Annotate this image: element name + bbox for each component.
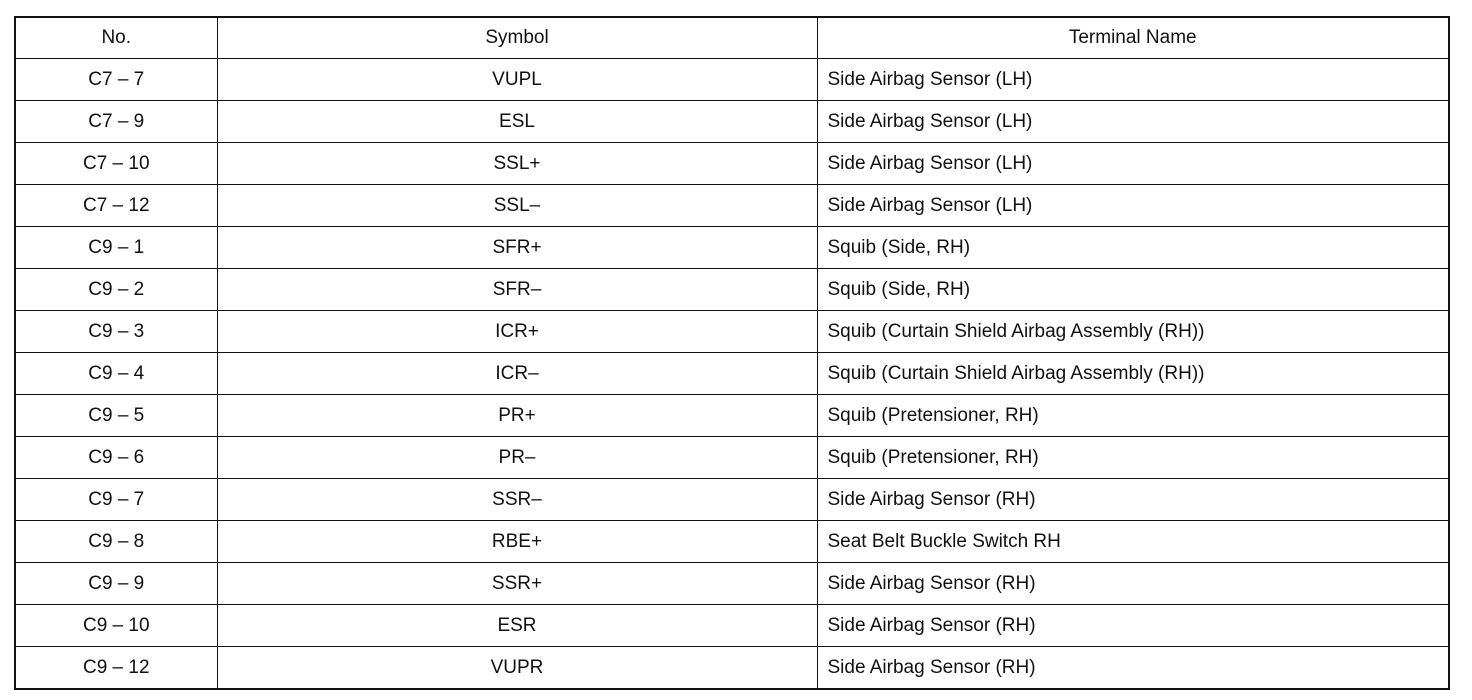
cell-symbol: PR– (217, 437, 817, 479)
table-row (15, 101, 1449, 143)
cell-no: C9 – 5 (15, 395, 217, 437)
table-row (15, 437, 1449, 479)
cell-symbol: SSL+ (217, 143, 817, 185)
cell-no: C9 – 3 (15, 311, 217, 353)
cell-no: C9 – 8 (15, 521, 217, 563)
header-terminal-name: Terminal Name (817, 17, 1449, 59)
cell-terminal-name: Squib (Side, RH) (817, 269, 1449, 311)
cell-no: C9 – 7 (15, 479, 217, 521)
cell-no: C9 – 2 (15, 269, 217, 311)
table-row (15, 521, 1449, 563)
table-row (15, 269, 1449, 311)
table-row (15, 59, 1449, 101)
table-body (15, 59, 1449, 690)
cell-symbol: VUPL (217, 59, 817, 101)
table-row (15, 353, 1449, 395)
cell-terminal-name: Side Airbag Sensor (LH) (817, 185, 1449, 227)
cell-no: C9 – 1 (15, 227, 217, 269)
cell-terminal-name: Squib (Curtain Shield Airbag Assembly (RH)) (817, 311, 1449, 353)
cell-symbol: ESR (217, 605, 817, 647)
terminal-table (14, 16, 1450, 690)
table-row (15, 563, 1449, 605)
cell-symbol: SFR+ (217, 227, 817, 269)
table-header (15, 17, 1449, 59)
cell-terminal-name: Side Airbag Sensor (LH) (817, 59, 1449, 101)
table-row (15, 647, 1449, 690)
cell-terminal-name: Squib (Pretensioner, RH) (817, 437, 1449, 479)
cell-terminal-name: Side Airbag Sensor (RH) (817, 563, 1449, 605)
header-no: No. (15, 17, 217, 59)
cell-no: C9 – 10 (15, 605, 217, 647)
cell-symbol: SSR– (217, 479, 817, 521)
cell-terminal-name: Squib (Curtain Shield Airbag Assembly (RH)) (817, 353, 1449, 395)
cell-symbol: SSR+ (217, 563, 817, 605)
table-row (15, 395, 1449, 437)
cell-terminal-name: Seat Belt Buckle Switch RH (817, 521, 1449, 563)
cell-no: C7 – 9 (15, 101, 217, 143)
table-row (15, 227, 1449, 269)
cell-symbol: VUPR (217, 647, 817, 690)
header-row (15, 17, 1449, 59)
cell-no: C7 – 10 (15, 143, 217, 185)
cell-symbol: SSL– (217, 185, 817, 227)
header-symbol: Symbol (217, 17, 817, 59)
cell-terminal-name: Side Airbag Sensor (RH) (817, 605, 1449, 647)
table-row (15, 479, 1449, 521)
table-row (15, 185, 1449, 227)
table-row (15, 143, 1449, 185)
cell-no: C7 – 12 (15, 185, 217, 227)
cell-symbol: PR+ (217, 395, 817, 437)
cell-terminal-name: Side Airbag Sensor (LH) (817, 101, 1449, 143)
cell-symbol: ICR– (217, 353, 817, 395)
cell-symbol: ESL (217, 101, 817, 143)
table-row (15, 605, 1449, 647)
cell-symbol: RBE+ (217, 521, 817, 563)
cell-no: C9 – 4 (15, 353, 217, 395)
cell-symbol: SFR– (217, 269, 817, 311)
cell-symbol: ICR+ (217, 311, 817, 353)
cell-no: C7 – 7 (15, 59, 217, 101)
cell-terminal-name: Side Airbag Sensor (RH) (817, 647, 1449, 690)
cell-no: C9 – 9 (15, 563, 217, 605)
cell-terminal-name: Side Airbag Sensor (LH) (817, 143, 1449, 185)
cell-terminal-name: Squib (Side, RH) (817, 227, 1449, 269)
cell-no: C9 – 6 (15, 437, 217, 479)
cell-terminal-name: Side Airbag Sensor (RH) (817, 479, 1449, 521)
cell-terminal-name: Squib (Pretensioner, RH) (817, 395, 1449, 437)
table-row (15, 311, 1449, 353)
cell-no: C9 – 12 (15, 647, 217, 690)
